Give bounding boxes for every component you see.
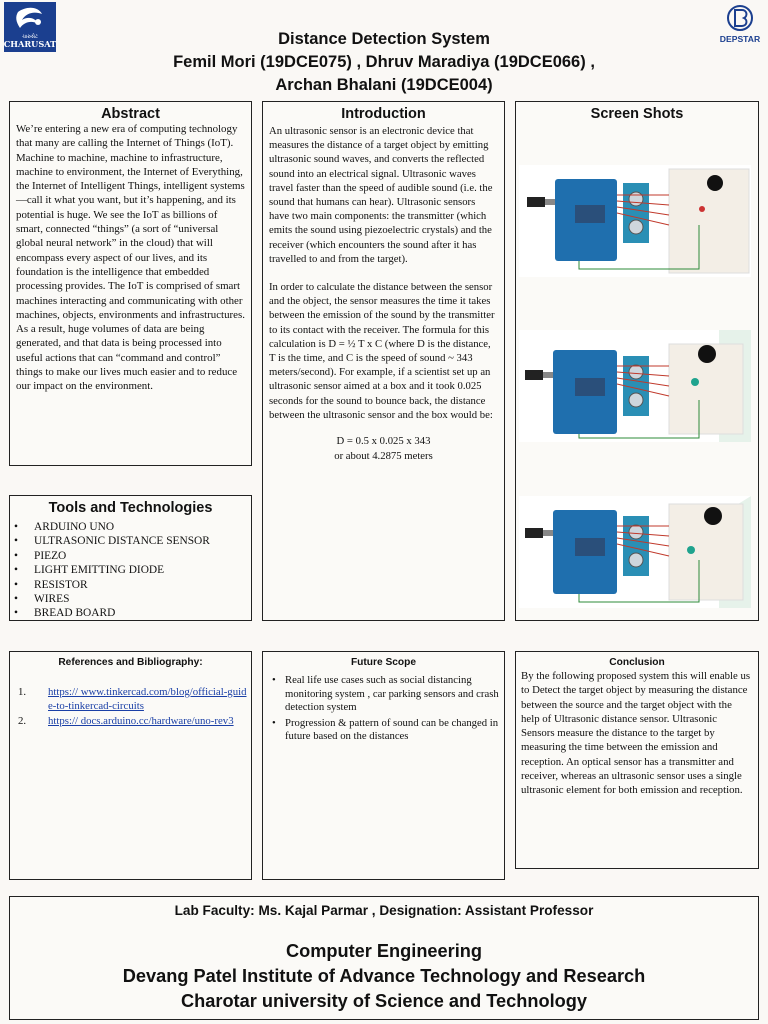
screenshots-heading: Screen Shots — [590, 106, 684, 122]
list-item: • WIRES — [24, 592, 251, 606]
charusat-logo — [4, 2, 56, 52]
circuit-screenshot-2 — [519, 330, 751, 442]
depstar-logo-text: DEPSTAR — [719, 34, 761, 44]
list-item: • PIEZO — [24, 549, 251, 563]
footer-box — [9, 896, 759, 1020]
list-item: • Real life use cases such as social distancing monitoring system , car parking sensors and crash detection system — [263, 674, 504, 715]
reference-number: 1. — [18, 686, 27, 698]
abstract-text: We’re entering a new era of computing technology that many are calling the Internet of Things (IoT). Machine to machine, machine to infrastructure, machine to environment, the Internet of Everything, the Internet of Intelligent Things, intelligent systems—call it what you want, but it’s happening, and its potential is huge. We see the IoT as billions of smart, connected “things” (a sort of “universal global neural network” in the cloud) that will encompass every aspect of our lives, and its foundation is the intelligence that embedded processing provides. The IoT is comprised of smart machines interacting and communicating with other machines, objects, environments and infrastructures. As a result, huge volumes of data are being generated, and that data is being processed into useful actions that can “command and control” things to make our lives much easier and to reduce our impact on the environment. — [16, 123, 245, 393]
institute-name: Devang Patel Institute of Advance Technology and Research — [122, 966, 646, 986]
formula-line-2: or about 4.2875 meters — [334, 450, 433, 463]
charusat-logo-text: CHARUSAT — [4, 39, 56, 49]
references-box — [9, 651, 252, 880]
introduction-para-1: An ultrasonic sensor is an electronic device that measures the distance of a target object by emitting ultrasonic sound waves, and converts the reflected sound into an electrical signal. Ultrasonic waves travel faster than the speed of audible sound (i.e. the sound that humans can hear). Ultrasonic sensors have two main components: the transmitter (which emits the sound using piezoelectric crystals) and the receiver (which encounters the sound after it has travelled to and from the target). — [269, 125, 493, 265]
department-name: Computer Engineering — [285, 941, 483, 961]
poster-title: Distance Detection System — [278, 30, 490, 48]
list-item: • LIGHT EMITTING DIODE — [24, 563, 251, 577]
circuit-screenshot-3 — [519, 496, 751, 608]
lab-faculty: Lab Faculty: Ms. Kajal Parmar , Designation: Assistant Professor — [174, 903, 594, 918]
tools-heading: Tools and Technologies — [48, 500, 213, 516]
future-scope-list — [263, 674, 504, 744]
future-scope-box — [262, 651, 505, 880]
list-item: • BREAD BOARD — [24, 606, 251, 620]
list-item: • RESISTOR — [24, 578, 251, 592]
references-list — [10, 686, 251, 729]
introduction-heading: Introduction — [341, 106, 426, 122]
depstar-logo — [714, 2, 766, 46]
abstract-box — [9, 101, 252, 466]
circuit-screenshot-1 — [519, 165, 751, 277]
list-item: • Progression & pattern of sound can be changed in future based on the distances — [263, 717, 504, 744]
formula-line-1: D = 0.5 x 0.025 x 343 — [336, 435, 431, 448]
charusat-logo-subtext: ચારુસેટ — [22, 34, 38, 40]
abstract-heading: Abstract — [101, 106, 160, 122]
reference-link[interactable]: https:// www.tinkercad.com/blog/official-guide-to-tinkercad-circuits — [48, 686, 247, 712]
introduction-para-2: In order to calculate the distance between the sensor and the object, the sensor measures the time it takes between the emission of the sound by the transmitter to its contact with the receiver. The formula for this calculation is D = ½ T x C (where D is the distance, T is the time, and C is the speed of sound ~ 343 meters/second). For example, if a scientist set up an ultrasonic sensor aimed at a box and it took 0.025 seconds for the sound to bounce back, the distance between the ultrasonic sensor and the box would be: — [269, 281, 495, 421]
list-item: • ULTRASONIC DISTANCE SENSOR — [24, 534, 251, 548]
list-item — [10, 686, 251, 713]
conclusion-heading: Conclusion — [609, 657, 665, 668]
university-name: Charotar university of Science and Technology — [181, 991, 587, 1011]
future-scope-heading: Future Scope — [350, 657, 417, 668]
references-heading: References and Bibliography: — [58, 657, 203, 668]
authors-line-2: Archan Bhalani (19DCE004) — [275, 76, 493, 94]
list-item — [10, 715, 251, 729]
conclusion-box — [515, 651, 759, 869]
reference-number: 2. — [18, 715, 27, 728]
tools-list — [10, 520, 251, 621]
reference-link[interactable]: https:// docs.arduino.cc/hardware/uno-rev3 — [48, 715, 234, 728]
poster-header — [120, 28, 648, 97]
tools-box — [9, 495, 252, 621]
introduction-box — [262, 101, 505, 621]
authors-line-1: Femil Mori (19DCE075) , Dhruv Maradiya (19DCE066) , — [173, 53, 595, 71]
conclusion-text: By the following proposed system this will enable us to Detect the target object by measuring the distance between the source and the target object with the help of Ultrasonic distance sensor. Ultrasonic Sensors measure the distance to the target by measuring the time between the emission and reception. An optical sensor has a transmitter and receiver, whereas an ultrasonic sensor uses a single ultrasonic element for both emission and reception. — [521, 670, 751, 797]
list-item: • ARDUINO UNO — [24, 520, 251, 534]
